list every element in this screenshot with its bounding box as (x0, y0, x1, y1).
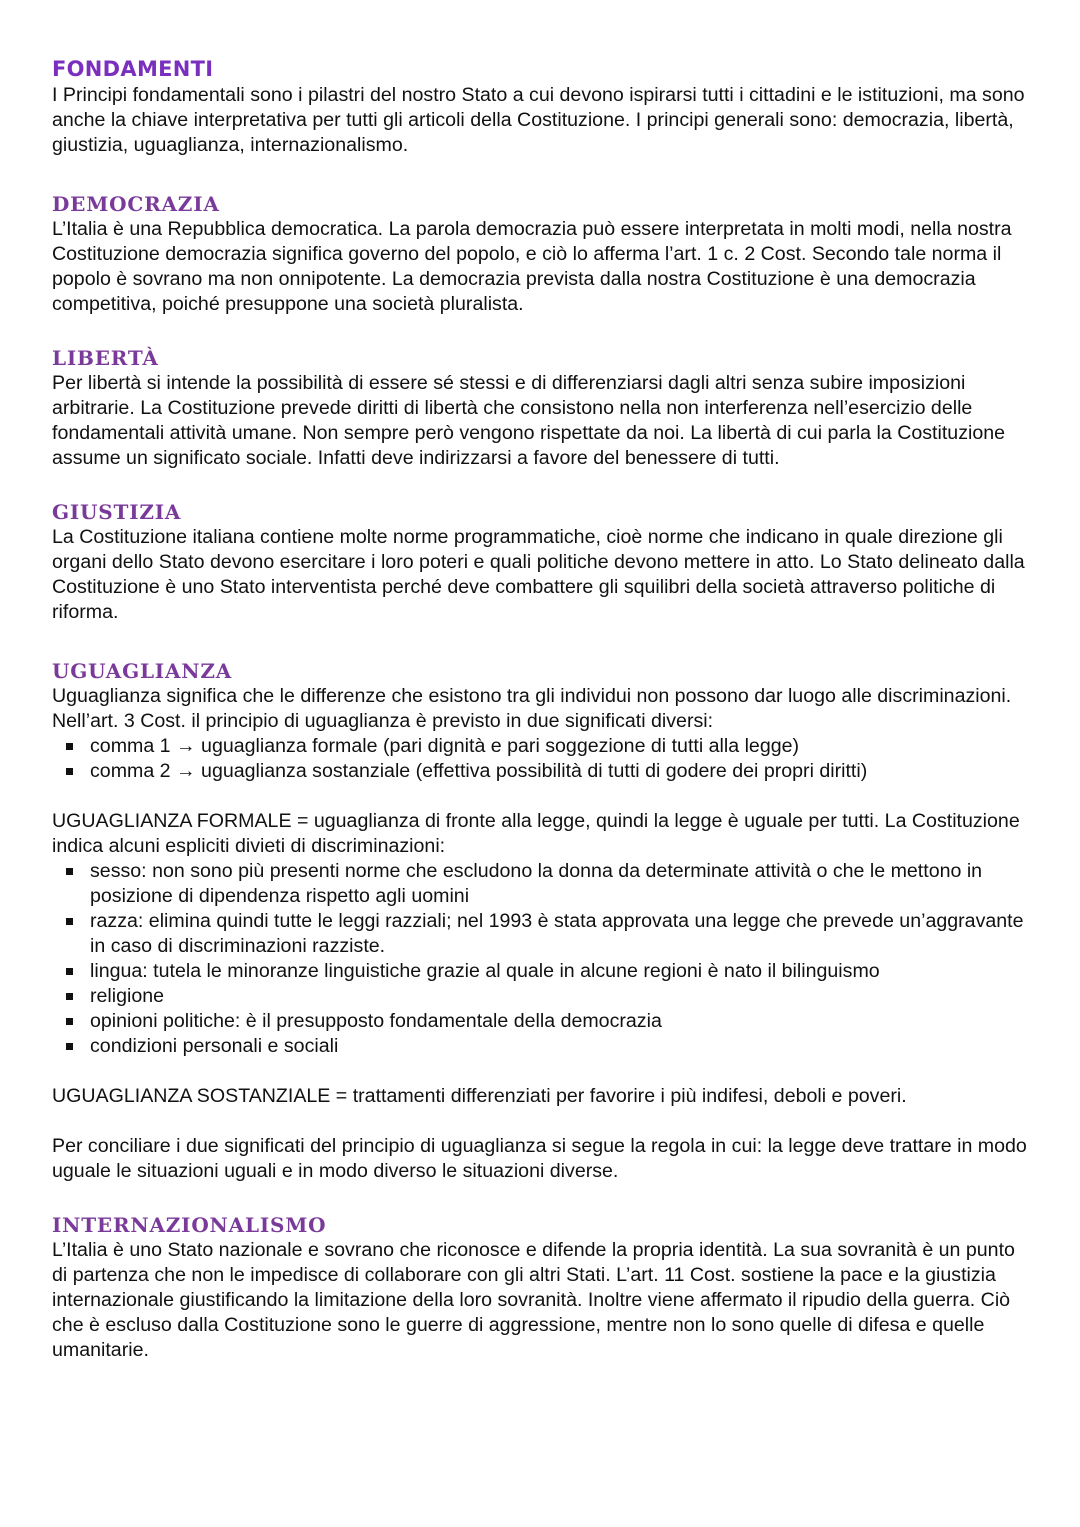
section-liberta (52, 345, 1032, 471)
list-item-religione: religione (66, 984, 1032, 1009)
list-item-condizioni: condizioni personali e sociali (66, 1034, 1032, 1059)
list-item-sesso: sesso: non sono più presenti norme che escludono la donna da determinate attività o che le mettono in posizione di dipendenza rispetto agli uomini (66, 859, 1032, 909)
list-commi (52, 734, 1032, 784)
heading-internazionalismo: INTERNAZIONALISMO (52, 1213, 327, 1237)
paragraph-fondamenti: I Principi fondamentali sono i pilastri del nostro Stato a cui devono ispirarsi tutti i cittadini e le istituzioni, ma sono anche la chiave interpretativa per tutti gli articoli della Costituzione. I principi generali sono: democrazia, libertà, giustizia, uguaglianza, internazionalismo. (52, 84, 1025, 156)
heading-liberta: LIBERTÀ (52, 346, 159, 370)
list-divieti (52, 859, 1032, 1059)
heading-democrazia: DEMOCRAZIA (52, 192, 220, 216)
paragraph-uguaglianza-art3: Nell’art. 3 Cost. il principio di uguaglianza è previsto in due significati diversi: (52, 710, 714, 732)
list-item-comma-2: comma 2 → uguaglianza sostanziale (effettiva possibilità di tutti di godere dei propri diritti) (66, 759, 1032, 784)
section-democrazia (52, 191, 1032, 317)
paragraph-uguaglianza-formale: UGUAGLIANZA FORMALE = uguaglianza di fronte alla legge, quindi la legge è uguale per tutti. La Costituzione indica alcuni espliciti divieti di discriminazioni: (52, 810, 1020, 857)
section-uguaglianza (52, 658, 1032, 1184)
section-giustizia (52, 499, 1032, 625)
paragraph-giustizia: La Costituzione italiana contiene molte norme programmatiche, cioè norme che indicano in quale direzione gli organi dello Stato devono esercitare i loro poteri e quali politiche devono mettere in atto. Lo Stato delineato dalla Costituzione è uno Stato interventista perché deve combattere gli squilibri della società attraverso politiche di riforma. (52, 526, 1025, 623)
heading-fondamenti: FONDAMENTI (52, 57, 214, 81)
section-internazionalismo (52, 1212, 1032, 1363)
list-item-comma-1: comma 1 → uguaglianza formale (pari dignità e pari soggezione di tutti alla legge) (66, 734, 1032, 759)
list-item-razza: razza: elimina quindi tutte le leggi razziali; nel 1993 è stata approvata una legge che prevede un’aggravante in caso di discriminazioni razziste. (66, 909, 1032, 959)
paragraph-uguaglianza-intro: Uguaglianza significa che le differenze che esistono tra gli individui non possono dar luogo alle discriminazioni. (52, 685, 1012, 707)
heading-uguaglianza: UGUAGLIANZA (52, 659, 233, 683)
paragraph-uguaglianza-sostanziale: UGUAGLIANZA SOSTANZIALE = trattamenti differenziati per favorire i più indifesi, deboli e poveri. (52, 1085, 907, 1107)
section-fondamenti (52, 56, 1032, 158)
paragraph-uguaglianza-conciliare: Per conciliare i due significati del principio di uguaglianza si segue la regola in cui: la legge deve trattare in modo uguale le situazioni uguali e in modo diverso le situazioni diverse. (52, 1135, 1027, 1182)
list-item-lingua: lingua: tutela le minoranze linguistiche grazie al quale in alcune regioni è nato il bilinguismo (66, 959, 1032, 984)
list-item-opinioni-politiche: opinioni politiche: è il presupposto fondamentale della democrazia (66, 1009, 1032, 1034)
heading-giustizia: GIUSTIZIA (52, 500, 182, 524)
paragraph-liberta: Per libertà si intende la possibilità di essere sé stessi e di differenziarsi dagli altri senza subire imposizioni arbitrarie. La Costituzione prevede diritti di libertà che consistono nella non interferenza nell’esercizio delle fondamentali attività umane. Non sempre però vengono rispettate da noi. La libertà di cui parla la Costituzione assume un significato sociale. Infatti deve indirizzarsi a favore del benessere di tutti. (52, 372, 1006, 469)
paragraph-democrazia: L’Italia è una Repubblica democratica. La parola democrazia può essere interpretata in molti modi, nella nostra Costituzione democrazia significa governo del popolo, e ciò lo afferma l’art. 1 c. 2 Cost. Secondo tale norma il popolo è sovrano ma non onnipotente. La democrazia prevista dalla nostra Costituzione è una democrazia competitiva, poiché presuppone una società pluralista. (52, 218, 1012, 315)
document-page (52, 56, 1032, 1363)
paragraph-internazionalismo: L’Italia è uno Stato nazionale e sovrano che riconosce e difende la propria identità. La sua sovranità è un punto di partenza che non le impedisce di collaborare con gli altri Stati. L’art. 11 Cost. sostiene la pace e la giustizia internazionale giustificando la limitazione della loro sovranità. Inoltre viene affermato il ripudio della guerra. Ciò che è escluso dalla Costituzione sono le guerre di aggressione, mentre non lo sono quelle di difesa e quelle umanitarie. (52, 1239, 1015, 1361)
